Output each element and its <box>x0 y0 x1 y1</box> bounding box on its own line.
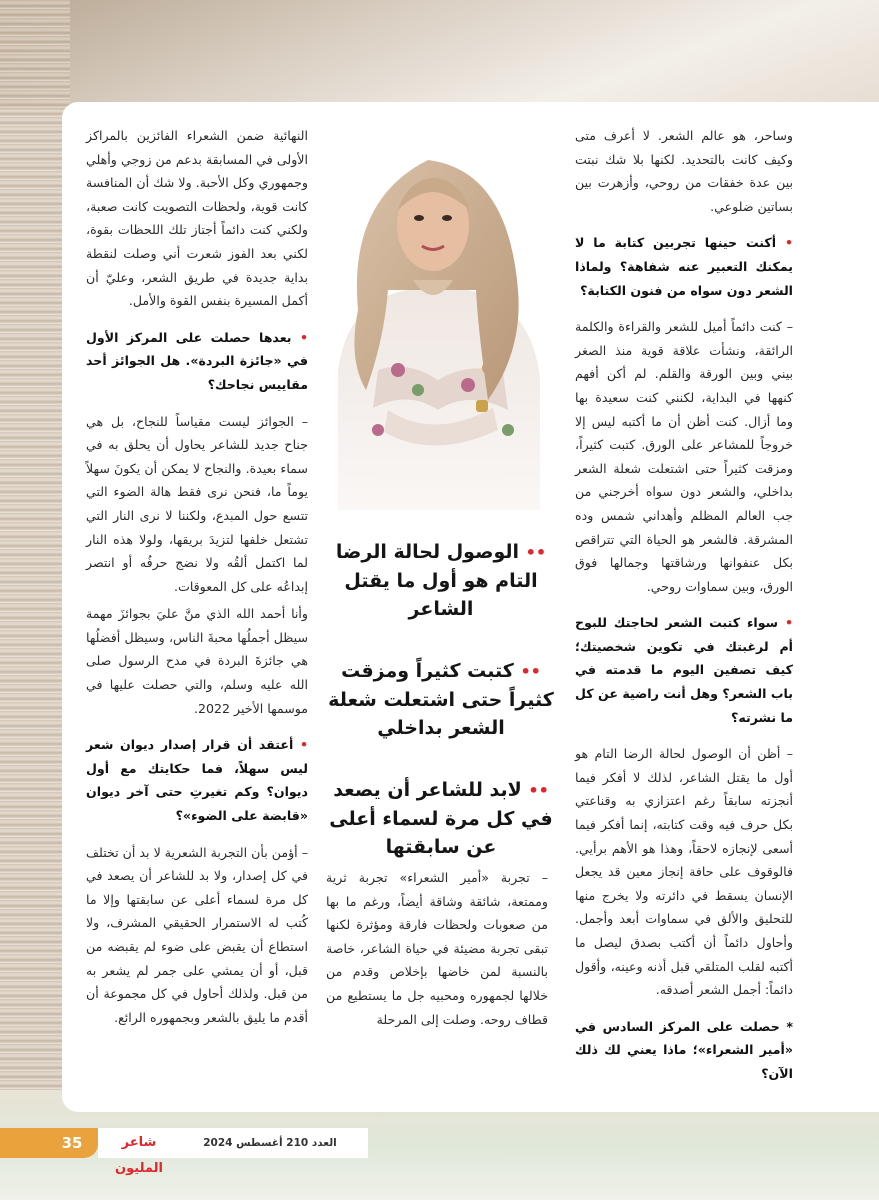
pull-quote-text: الوصول لحالة الرضا التام هو أول ما يقتل الشاعر <box>335 541 538 620</box>
paragraph: النهائية ضمن الشعراء الفائزين بالمراكز الأولى في المسابقة بدعم من زوجي وأهلي وجمهوري وكل الأحبة. ولا شك أن المنافسة كانت قوية، ولحظات التصويت كانت صعبة، ولكني كنت دائماً أجتاز تلك اللحظات بقوة، لكني بعد الفوز شعرت أني وصلت لنقطة بداية جديدة في طريق الشعر، وعليّ أن أكمل المسيرة بنفس القوة والأمل. <box>86 128 308 309</box>
bullet-icon: • <box>299 329 309 345</box>
quote-mark-icon: •• <box>525 543 547 562</box>
article-column-right <box>575 124 793 1099</box>
question-text: سواء كتبت الشعر لحاجتك للبوح أم لرغبتك في تكوين شخصيتك؛ كيف تصفين اليوم ما قدمته في باب الشعر؟ وهل أنت راضية عن كل ما نشرته؟ <box>575 615 793 725</box>
question <box>86 326 308 397</box>
answer: وأنا أحمد الله الذي منَّ عليَ بجوائزَ مهمة سيظل أجملُها محبةَ الناس، وسيظل أفضلُها هي جائزةَ البردة في مدح الرسول صلى الله عليه وسلم، والتي حصلت عليها في موسمها الأخير 2022. <box>86 606 308 716</box>
poet-portrait <box>318 140 558 510</box>
pull-quotes <box>326 538 556 895</box>
magazine-name: شاعر المليون <box>115 1135 163 1176</box>
bullet-icon: • <box>784 615 794 631</box>
question <box>575 231 793 302</box>
question <box>86 733 308 827</box>
paragraph: – تجربة «أمير الشعراء» تجربة ثرية وممتعة، شائقة وشاقة أيضاً، ورغم ما بها من صعوبات ولحظات فارقة ومؤثرة لكنها تبقى تجربة مضيئة في حياة الشاعر، خاصة بالنسبة لمن خاضها بإخلاص وقدم من خلالها لجمهوره ومحبيه جل ما يستطيع من قطاف روحه. وصلت إلى المرحلة <box>326 870 548 1027</box>
question <box>575 611 793 729</box>
page-number: 35 <box>61 1134 83 1152</box>
question-text: أكنت حينها تجربين كتابة ما لا يمكنك التعبير عنه شفاهة؟ ولماذا الشعر دون سواه من فنون الكتابة؟ <box>575 235 793 298</box>
background-book-pages <box>0 0 70 1120</box>
article-column-middle <box>326 866 548 1031</box>
answer: – كنت دائماً أميل للشعر والقراءة والكلمة الرائقة، ونشأت علاقة قوية منذ الصغر بيني وبين الورقة والقلم. لم أكن أفهم كنهها في البداية، لكنني كنت سعيدة بها وما أزال. كنت أظن أن ما أكتبه ليس إلا خروجاً للمشاعر على الورق. كتبت كثيراً، ومزقت كثيراً حتى اشتعلت شعلة الشعر بداخلي، والشعر دون سواه أخرجني من جب العالم المظلم وأهداني شمس وده المشرقة. فالشعر هو الحياة التي تتراقص بكل عنفوانها ورشاقتها وجمالها فوق الورق، وبين سماوات روحي. <box>575 319 793 594</box>
issue-info: العدد 210 أغسطس 2024 <box>203 1137 337 1149</box>
quote-mark-icon: •• <box>520 662 541 681</box>
paragraph: وساحر، هو عالم الشعر. لا أعرف متى وكيف كانت بالتحديد. لكنها بلا شك نبتت بين عدة خفقات من روحي، وأزهرت بين بساتين ضلوعي. <box>575 128 793 214</box>
question-text: أعتقد أن قرار إصدار ديوان شعر ليس سهلاً، فما حكايتك مع أول ديوان؟ وكم تغيرتِ حتى آخر ديوان «قابضة على الضوء»؟ <box>86 737 308 824</box>
answer: – أظن أن الوصول لحالة الرضا التام هو أول ما يقتل الشاعر، لذلك لا أفكر فيما أنجزته سابقاً رغم اعتزازي به وقناعتي بكل حرف فيه وقت كتابته، إنما أفكر فيما أسعى لإنجازه لاحقاً، وهذا هو الأهم برأيي. فالوقوف على حافة إنجاز معين قد يجعل الإنسان يسقط في دائرته ولا يخرج منها للتحليق والألق في سماوات أبعد وأجمل. وأحاول دائماً أن أكتب بصدق ليصل ما أكتبه لقلب المتلقي قبل أذنه وعينه، وأقول دائماً: أجمل الشعر أصدقه. <box>575 746 793 998</box>
pull-quote-text: كتبت كثيراً ومزقت كثيراً حتى اشتعلت شعلة الشعر بداخلي <box>328 660 554 739</box>
pull-quote <box>326 538 556 623</box>
answer: – أؤمن بأن التجربة الشعرية لا بد أن تختلف في كل إصدار، ولا بد للشاعر أن يصعد في كل مرة لسماء أعلى عن سابقتها وإلا ما كُتب له الاستمرار الحقيقي المشرف، ولا استطاع أن يقبض على ضوء لم يقبضه من قبل، أو أن يمشي على جمر لم يشعر به من قبل. ولذلك أحاول في كل مجموعة أن أقدم ما يليق بالشعر وبجمهوره الرائع. <box>86 844 308 1025</box>
answer: – الجوائز ليست مقياساً للنجاح، بل هي جناح جديد للشاعر يحاول أن يحلق به في سماء بعيدة. والنجاح لا يمكن أن يكونَ سهلاً يوماً ما، فنحن نرى فقط هالة الضوء التي تتسع حول المبدع، ولكننا لا نرى النار التي تشتعل خلفها لتزيدَ بريقها، ولولا هذه النار لما اكتمل ألقُه ولا نضج حرفُه أو انتصر إبداعُه على كل المعوقات. <box>86 413 308 594</box>
question-text: بعدها حصلت على المركز الأول في «جائزة البردة». هل الجوائز أحد مقاييس نجاحك؟ <box>86 329 308 392</box>
pull-quote <box>326 776 556 861</box>
bullet-icon: • <box>784 235 793 251</box>
quote-mark-icon: •• <box>528 781 549 800</box>
question: * حصلت على المركز السادس في «أمير الشعراء»؛ ماذا يعني لك ذلك الآن؟ <box>575 1018 793 1081</box>
bullet-icon: • <box>299 737 308 753</box>
pull-quote-text: لابد للشاعر أن يصعد في كل مرة لسماء أعلى عن سابقتها <box>329 779 553 858</box>
background-books-top <box>0 0 879 110</box>
pull-quote <box>326 657 556 742</box>
article-column-left <box>86 124 308 1042</box>
